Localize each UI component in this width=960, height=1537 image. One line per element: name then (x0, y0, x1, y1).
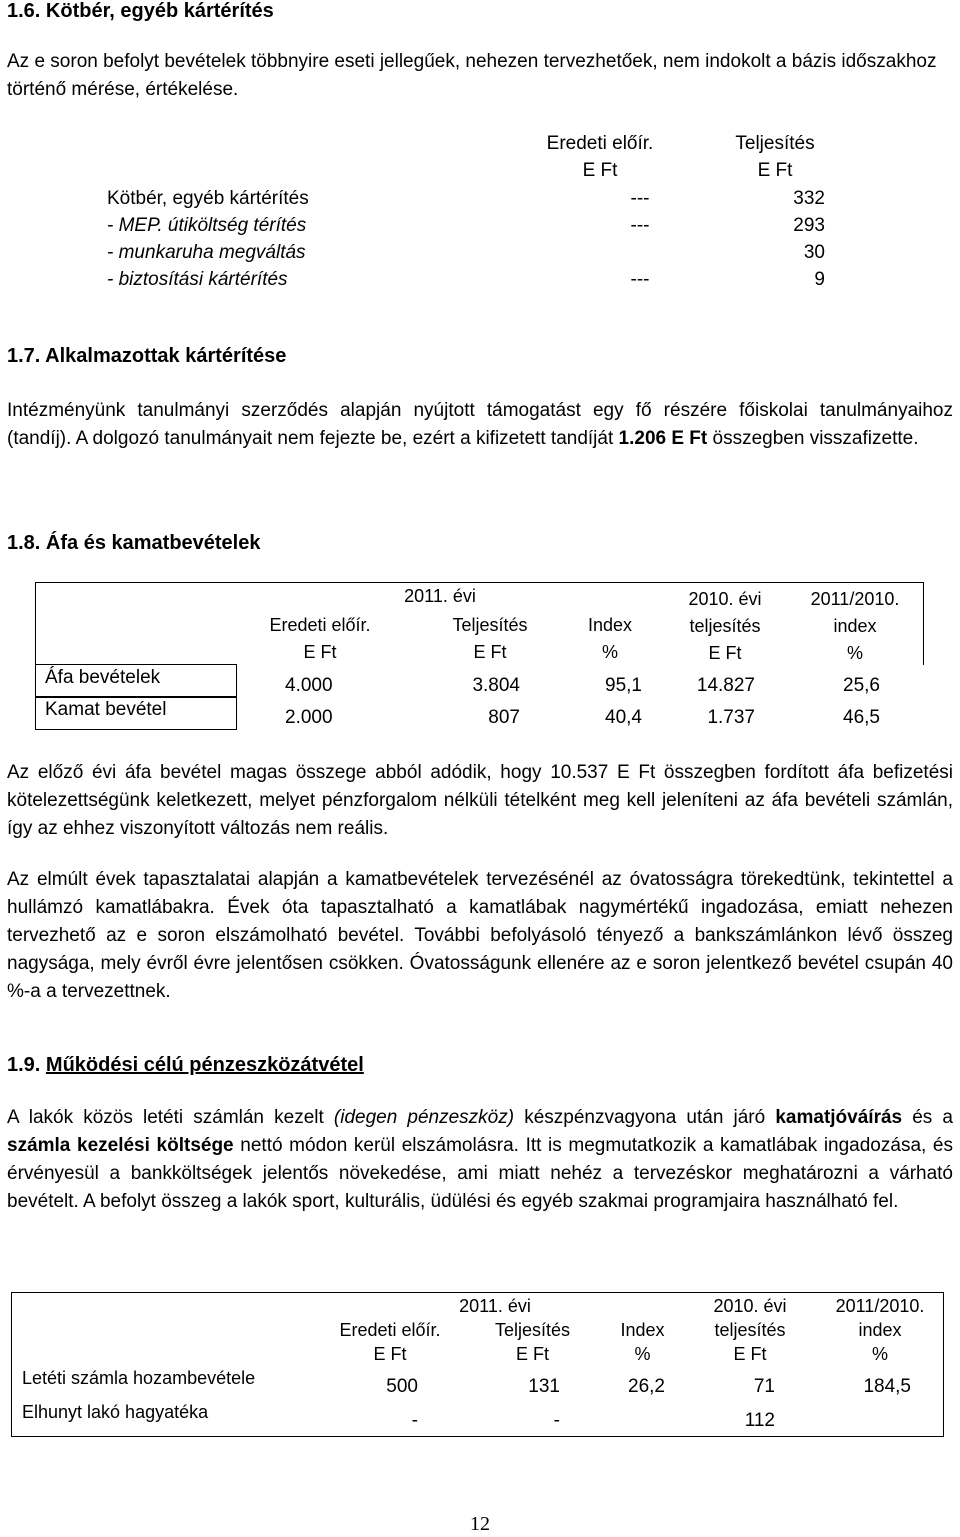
afa-row-idx2: 25,6 (843, 675, 880, 696)
letet-hdr-index: Index % (620, 1320, 665, 1364)
letet-row2-prev: 112 (744, 1410, 775, 1431)
afa-row-label: Áfa bevételek (45, 667, 161, 688)
afa-2011-group: 2011. évi (404, 586, 476, 606)
letet-row1-orig: 500 (386, 1376, 418, 1397)
col-actual-header: Teljesítés E Ft (735, 133, 815, 181)
row-munkaruha-label: - munkaruha megváltás (107, 242, 306, 263)
afa-row-act: 3.804 (472, 675, 520, 696)
row-kotber (107, 185, 309, 212)
row-biztositasi-orig: --- (630, 269, 650, 290)
section-1-7-paragraph: Intézményünk tanulmányi szerződés alapján nyújtott támogatást egy fő részére főiskolai tanulmányaihoz (tandíj). A dolgozó tanulmányait nem fejezte be, ezért a kifizetett tandíját 1.206 E Ft összegben visszafizette. (7, 400, 953, 449)
letet-row1-index: 26,2 (628, 1376, 665, 1397)
row-biztositasi-label: - biztosítási kártérítés (107, 269, 288, 290)
letet-hdr-idx2: 2011/2010. index % (835, 1296, 925, 1364)
afa-hdr-2010: 2010. évi teljesítés E Ft (688, 589, 762, 663)
afa-hdr-orig: Eredeti előír. E Ft (269, 615, 371, 662)
section-1-8-heading: 1.8. Áfa és kamatbevételek (7, 532, 261, 554)
section-1-6-heading: 1.6. Kötbér, egyéb kártérítés (7, 0, 274, 22)
letet-row1-act: 131 (528, 1376, 560, 1397)
letet-row1-idx2: 184,5 (863, 1376, 911, 1397)
letet-2011-group: 2011. évi (459, 1296, 531, 1316)
section-1-7-heading: 1.7. Alkalmazottak kártérítése (7, 345, 287, 367)
col-original-header: Eredeti előír. E Ft (546, 133, 654, 181)
afa-hdr-act: Teljesítés E Ft (452, 615, 528, 662)
page-number: 12 (470, 1513, 490, 1535)
row-kotber-act: 332 (793, 188, 825, 209)
row-biztositasi-act: 9 (814, 269, 825, 290)
row-munkaruha-act: 30 (803, 242, 825, 263)
kamat-row-label: Kamat bevétel (45, 699, 167, 720)
section-1-9-heading: 1.9. Működési célú pénzeszközátvétel (7, 1054, 364, 1076)
kamat-row-prev: 1.737 (707, 707, 755, 728)
letet-hdr-act: Teljesítés E Ft (494, 1320, 571, 1364)
kamat-row-idx2: 46,5 (843, 707, 880, 728)
row-label: Kötbér, egyéb kártérítés (107, 188, 309, 209)
afa-hdr-index: Index % (587, 615, 633, 662)
kamat-row-act: 807 (488, 707, 520, 728)
letet-hdr-orig: Eredeti előír. E Ft (339, 1320, 441, 1364)
letet-row1-prev: 71 (753, 1376, 775, 1397)
section-1-9-paragraph: A lakók közös letéti számlán kezelt (idegen pénzeszköz) készpénzvagyona után járó kamatjóváírás és a számla kezelési költsége nettó módon kerül elszámolásra. Itt is megmutatkozik a kamatlábak ingadozása, és érvényesül a bankköltségek jelentős növekedése, ami miatt nehéz a tervezéskor meghatározni a várható bevételt. A befolyt összeg a lakók sport, kulturális, üdülési és egyéb szakmai programjaira használható fel. (7, 1107, 953, 1212)
afa-row-index: 95,1 (605, 675, 642, 696)
letet-row1-label: Letéti számla hozambevétele (22, 1368, 256, 1388)
row-kotber-orig: --- (630, 188, 650, 209)
row-mep-orig: --- (630, 215, 650, 236)
letet-row2-act: - (553, 1410, 560, 1431)
row-mep-label: - MEP. útiköltség térítés (107, 215, 307, 236)
kamat-row-index: 40,4 (605, 707, 642, 728)
afa-row-orig: 4.000 (285, 675, 333, 696)
letet-row2-label: Elhunyt lakó hagyatéka (22, 1402, 209, 1422)
kamat-row-orig: 2.000 (285, 707, 333, 728)
section-1-8-paragraph-2: Az elmúlt évek tapasztalatai alapján a kamatbevételek tervezésénél az óvatosságra törekedtünk, tekintettel a hullámzó kamatlábakra. Évek óta tapasztalható a kamatlábak nagymértékű ingadozása, emiatt nehezen tervezhető az e soron elszámolható bevétel. További befolyásoló tényező a bankszámlánkon lévő összeg nagysága, mely évről évre jelentősen csökken. Óvatosságunk ellenére az e soron jelentkező bevétel csupán 40 %-a a tervezettnek. (7, 869, 953, 1002)
letet-hdr-2010: 2010. évi teljesítés E Ft (713, 1296, 787, 1364)
section-1-8-paragraph-1: Az előző évi áfa bevétel magas összege abból adódik, hogy 10.537 E Ft összegben fordított áfa befizetési kötelezettségünk keletkezett, melyet pénzforgalom nélküli tételként meg kell jeleníteni az áfa bevételi számlán, így az ehhez viszonyított változás nem reális. (7, 762, 953, 839)
section-1-6-paragraph: Az e soron befolyt bevételek többnyire eseti jellegűek, nehezen tervezhetőek, nem indokolt a bázis időszakhoz történő mérése, értékelése. (7, 51, 937, 100)
afa-hdr-idx2: 2011/2010. index % (810, 589, 900, 663)
afa-row-prev: 14.827 (696, 675, 755, 696)
letet-row2-orig: - (411, 1410, 418, 1431)
row-mep-act: 293 (793, 215, 825, 236)
